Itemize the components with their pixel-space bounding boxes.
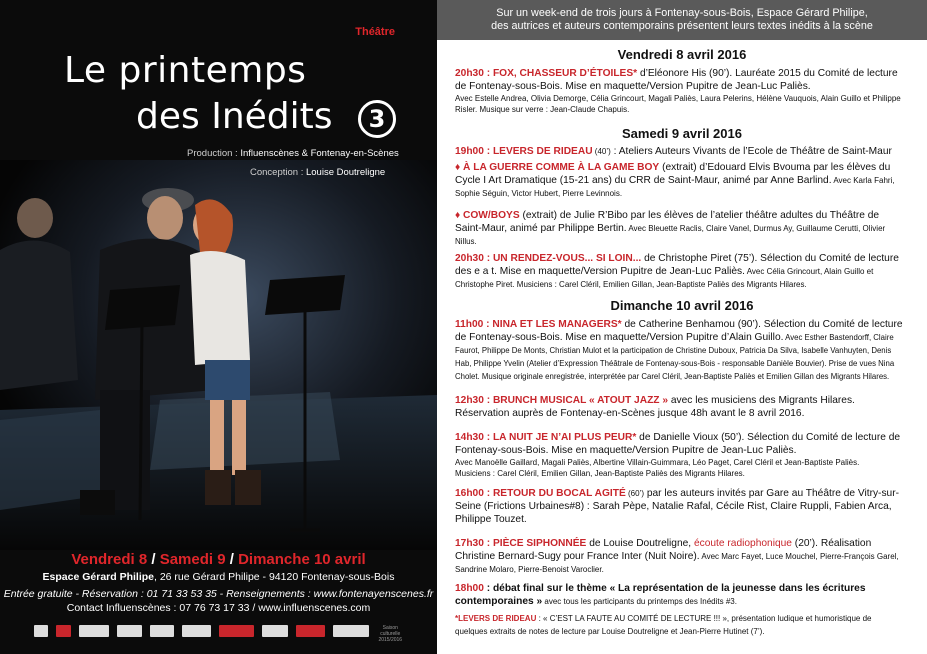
event-piece-text: de Louise Doutreligne, xyxy=(586,538,694,549)
event-brunch-text: avec les musiciens des Migrants Hilares. Réservation auprès de Fontenay-en-Scènes jusque 48h avant le 8 avril 2016. xyxy=(455,395,855,419)
event-piece xyxy=(455,537,905,576)
event-piece-head: 17h30 : PIÈCE SIPHONNÉE xyxy=(455,538,587,549)
sponsor-logo xyxy=(79,625,108,637)
footnote-levers xyxy=(455,612,905,638)
header-line2: des autrices et auteurs contemporains présentent leurs textes inédits à la scène xyxy=(491,20,873,32)
event-nuit xyxy=(455,431,905,479)
sponsor-logo xyxy=(117,625,142,637)
event-nuit-text: de Danielle Vioux (50’). Sélection du Comité de lecture de Fontenay-sous-Bois. Mise en maquette/Version Pupitre de Jean-Luc Paliès. xyxy=(455,432,901,456)
event-nuit-musicians: Musiciens : Carel Cléril, Emilien Gillan, Jean-Baptiste Paliès des Migrants Hilares. xyxy=(455,469,745,478)
event-brunch xyxy=(455,394,905,420)
event-nina xyxy=(455,318,905,383)
event-rendezvous xyxy=(455,252,905,291)
event-fox-head: 20h30 : FOX, CHASSEUR D’ÉTOILES* xyxy=(455,68,638,79)
day-heading-friday: Vendredi 8 avril 2016 xyxy=(617,47,747,62)
event-fox-text: d’Eléonore His (90’). Lauréate 2015 du Comité de lecture de Fontenay-sous-Bois. Mise en maquette/Version Pupitre de Jean-Luc Paliès. xyxy=(455,68,898,92)
day-heading-sunday: Dimanche 10 avril 2016 xyxy=(610,298,754,313)
event-bocal-text: par les auteurs invités par Gare au Théâtre de Vitry-sur-Seine (Frictions Urbaines#8) : Sarah Pèpe, Natalie Rafal, Cécile Rist, Claire Ruppli, Fabien Arca, Philippe Touzet. xyxy=(455,488,899,525)
event-nina-head: 11h00 : NINA ET LES MANAGERS* xyxy=(455,319,622,330)
event-levers-head: 19h00 : LEVERS DE RIDEAU xyxy=(455,146,593,157)
event-bocal-duration: (60’) xyxy=(625,489,644,498)
event-cowboys xyxy=(455,209,905,248)
stage-photo xyxy=(0,160,437,550)
event-levers-text: : Ateliers Auteurs Vivants de l’Ecole de Théâtre de Saint-Maur xyxy=(610,146,892,157)
header-line1: Sur un week-end de trois jours à Fontenay-sous-Bois, Espace Gérard Philipe, xyxy=(496,7,868,19)
date-separator: / xyxy=(151,551,156,568)
event-bocal xyxy=(455,487,905,526)
production-value: Influenscènes & Fontenay-en-Scènes xyxy=(240,148,399,159)
date-friday: Vendredi 8 xyxy=(71,551,148,568)
event-cowboys-text: (extrait) de Julie R’Bibo par les élèves de l’atelier théâtre adultes du Théâtre de Saint-Maur, animé par Philippe Bertin. xyxy=(455,210,880,234)
sponsor-logos xyxy=(34,624,404,643)
conception-credit xyxy=(250,167,385,178)
date-separator: / xyxy=(229,551,234,568)
program-header xyxy=(437,0,927,40)
program-panel xyxy=(437,0,927,654)
venue-name: Espace Gérard Philipe xyxy=(42,571,154,583)
date-saturday: Samedi 9 xyxy=(159,551,226,568)
sponsor-logo xyxy=(333,625,368,637)
event-nuit-head: 14h30 : LA NUIT JE N’AI PLUS PEUR* xyxy=(455,432,637,443)
event-piece-radio: écoute radiophonique xyxy=(693,538,792,549)
event-cowboys-cast: Avec Bleuette Raclis, Claire Vanel, Durmus Ay, Guillaume Cerutti, Olivier Nillus. xyxy=(455,224,886,246)
poster-title-line1: Le printemps xyxy=(64,50,307,91)
event-debat-head: 18h00 xyxy=(455,583,484,594)
production-credit xyxy=(187,148,399,159)
date-sunday: Dimanche 10 avril xyxy=(238,551,366,568)
venue-line xyxy=(0,571,437,583)
sponsor-logo xyxy=(34,625,48,637)
sponsor-logo xyxy=(262,625,287,637)
conception-label: Conception : xyxy=(250,167,306,178)
event-debat-text: : débat final sur le thème « La représentation de la jeunesse dans les écritures contemporaines » xyxy=(455,583,866,607)
event-nina-cast: Avec Esther Bastendorff, Claire Faurot, Philippe De Monts, Christian Mulot et la participation de Christine Duboux, Patricia Da Silva, Isabelle Vanhuyten, Denis Hab, Philippe Yvelin (Atelier d’Expression Théâtrale de Fontenay-sous-Bois - responsable Danièle Bouvier). Prise de vues Nina Cholet. Musique originale enregistrée, interprétée par Carel Cléril, Jean-Baptiste Paliès et Emilien Gillan des Migrants Hilares. xyxy=(455,333,895,381)
theatre-tag: Théâtre xyxy=(355,26,395,38)
event-bocal-head: 16h00 : RETOUR DU BOCAL AGITÉ xyxy=(455,488,626,499)
event-levers-duration: (40’) xyxy=(592,147,611,156)
venue-address: , 26 rue Gérard Philipe - 94120 Fontenay-sous-Bois xyxy=(154,571,395,583)
event-debat xyxy=(455,582,905,608)
event-dates xyxy=(0,551,437,568)
conception-value: Louise Doutreligne xyxy=(305,167,386,178)
event-gameboy-head: ♦ À LA GUERRE COMME À LA GAME BOY xyxy=(455,162,660,173)
sponsor-logo xyxy=(182,625,211,637)
event-nina-text: de Catherine Benhamou (90’). Sélection du Comité de lecture de Fontenay-sous-Bois. Mise en maquette/Version Pupitre d’Alain Guillo. xyxy=(455,319,903,343)
sponsor-logo xyxy=(150,625,174,637)
event-gameboy-cast: Avec Karla Fahri, Sophie Séguin, Victor Hubert, Pierre Levinnois. xyxy=(455,176,895,198)
sponsor-logo xyxy=(296,625,325,637)
event-piece-cast: Avec Marc Fayet, Luce Mouchel, Pierre-François Garel, Sandrine Molaro, Pierre-Benoist Varoclier. xyxy=(455,552,899,574)
production-label: Production : xyxy=(187,148,241,159)
event-rendezvous-text: de Christophe Piret (75’). Sélection du Comité de lecture des e a t. Mise en maquette/Version Pupitre de Jean-Luc Paliès. xyxy=(455,253,899,277)
booking-info: Entrée gratuite - Réservation : 01 71 33 53 35 - Renseignements : www.fontenayenscenes.fr xyxy=(3,588,434,600)
event-fox xyxy=(455,67,905,115)
poster-panel xyxy=(0,0,437,654)
sponsor-logo xyxy=(56,625,72,637)
event-rendezvous-cast: Avec Célia Grincourt, Alain Guillo et Christophe Piret. Musiciens : Carel Cléril, Emilien Gillan, Jean-Baptiste Paliès des Migrants Hilares. xyxy=(455,267,874,289)
footnote-star: *LEVERS DE RIDEAU xyxy=(455,614,537,623)
event-fox-cast: Avec Estelle Andrea, Olivia Demorge, Célia Grincourt, Magali Paliès, Laura Pelerins, Hélène Vauquois, Alain Guillo et Philippe Risler. Musique sur verre : Jean-Claude Chapuis. xyxy=(455,94,901,114)
event-gameboy-text: (extrait) d’Edouard Elvis Bvouma par les élèves du Cycle I Art Dramatique (15-21 ans) du CRR de Saint-Maur, animé par Anne Barlind. xyxy=(455,162,891,186)
poster-title-line2: des Inédits xyxy=(136,96,333,137)
saison-label: Saison culturelle 2015/2016 xyxy=(378,625,403,643)
contact-info: Contact Influenscènes : 07 76 73 17 33 / www.influenscenes.com xyxy=(66,602,371,614)
event-nuit-cast: Avec Manoëlle Gaillard, Magali Paliès, Albertine Villain-Guimmara, Léo Paget, Carel Cléril et Jean-Baptiste Paliès. xyxy=(455,458,860,467)
event-brunch-head: 12h30 : BRUNCH MUSICAL « ATOUT JAZZ » xyxy=(455,395,669,406)
event-gameboy xyxy=(455,161,905,200)
footnote-text: : « C’EST LA FAUTE AU COMITÉ DE LECTURE !!! », présentation ludique et humoristique de quelques extraits de notes de lecture par Louise Doutreligne et Jean-Pierre Hutinet (7’). xyxy=(455,614,872,636)
event-rendezvous-head: 20h30 : UN RENDEZ-VOUS... SI LOIN... xyxy=(455,253,642,264)
event-debat-participants: avec tous les participants du printemps des Inédits #3. xyxy=(542,597,737,606)
event-piece-text2: (20’). Réalisation Christine Bernard-Sugy pour France Inter (Nuit Noire). xyxy=(455,538,872,562)
edition-number: 3 xyxy=(358,100,396,138)
sponsor-logo xyxy=(219,625,254,637)
event-levers xyxy=(455,145,905,158)
event-cowboys-head: ♦ COW/BOYS xyxy=(455,210,520,221)
day-heading-saturday: Samedi 9 avril 2016 xyxy=(622,126,742,141)
